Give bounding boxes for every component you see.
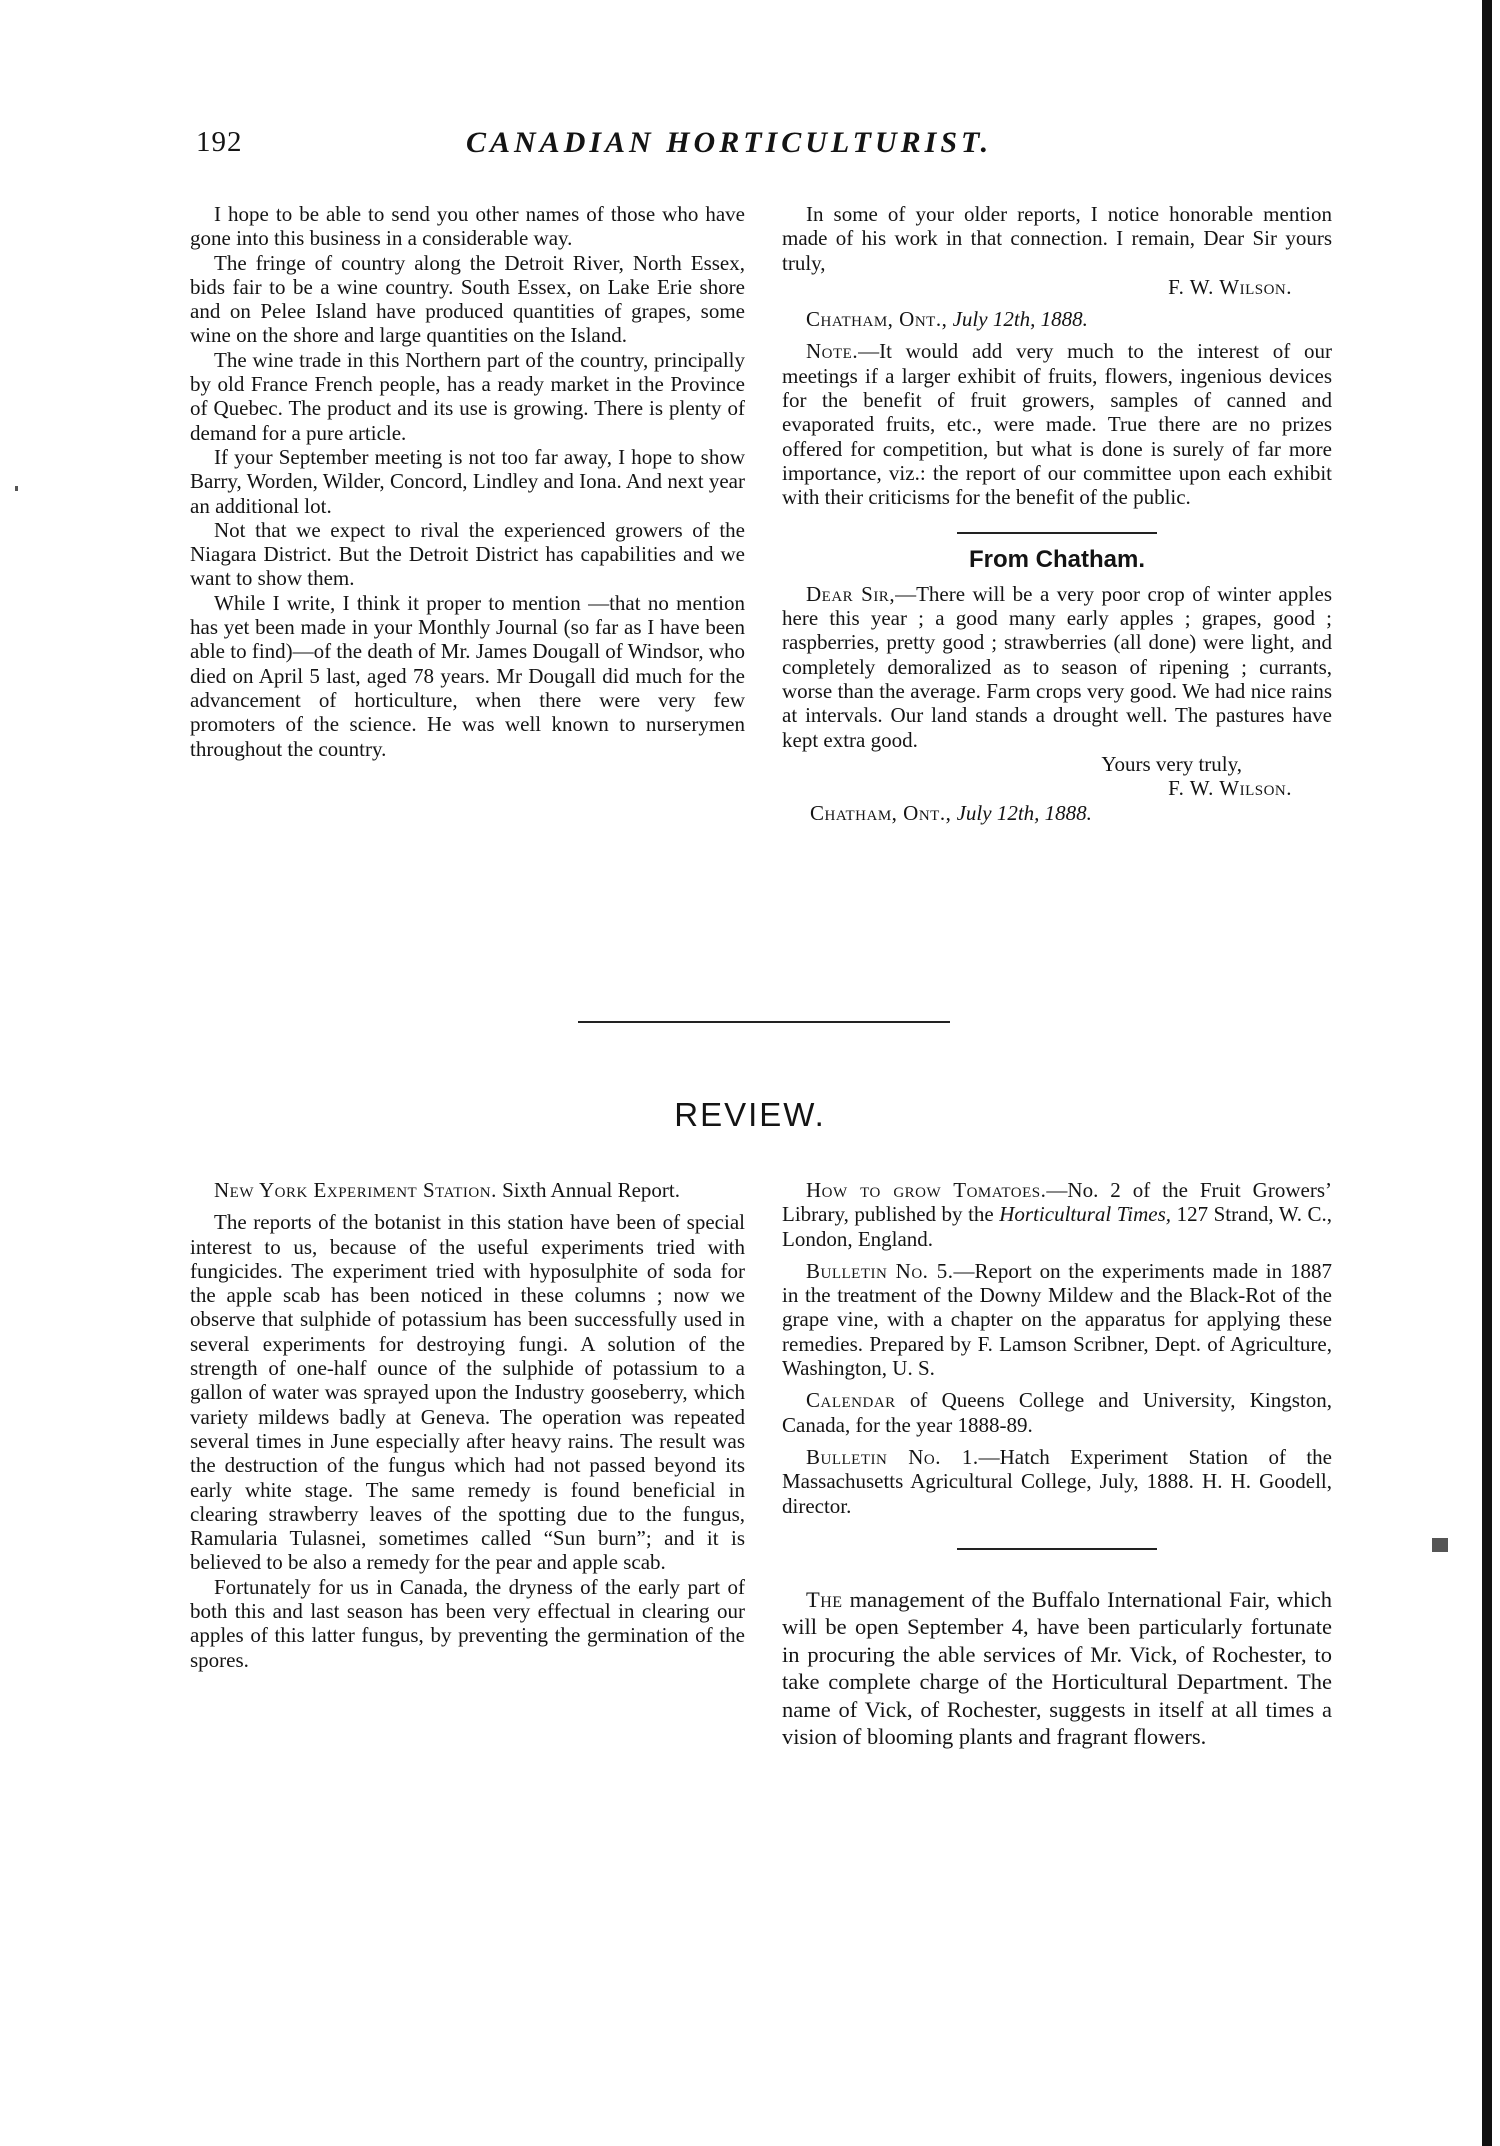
section-divider (578, 1021, 950, 1023)
closing: Yours very truly, (1101, 751, 1242, 776)
paragraph: If your September meeting is not too far away, I hope to show Barry, Worden, Wilder, Concord, Lindley and Iona. And next year an additional lot. (190, 444, 745, 518)
note-paragraph (782, 339, 1332, 509)
from-chatham-heading: From Chatham. (968, 545, 1145, 573)
paragraph: Fortunately for us in Canada, the dryness of the early part of both this and last season has been very effectual in clearing our apples of this latter fungus, by preventing the germination of the spores. (190, 1574, 745, 1672)
item-title: Bulletin No. 5. (806, 1258, 954, 1283)
item-title: Bulletin No. 1. (806, 1444, 979, 1469)
chatham-letter (782, 582, 1332, 752)
section-rule (957, 532, 1157, 534)
section-rule (957, 1548, 1157, 1550)
item-text: —Hatch Experiment Station of the Massachusetts Agricultural College, July, 1888. H. H. Goodell, director. (782, 1444, 1332, 1518)
paragraph: While I write, I think it proper to mention —that no mention has yet been made in your Monthly Journal (so far as I have been able to find)—of the death of Mr. James Dougall of Windsor, who died on April 5 last, aged 78 years. Mr Dougall did much for the advancement of horticulture, when there were very few promoters of the science. He was well known to nurserymen throughout the country. (190, 590, 745, 761)
date: July 12th, 1888. (956, 800, 1092, 825)
top-right-column (782, 202, 1332, 825)
review-item (782, 1445, 1332, 1518)
scan-speck (15, 486, 18, 491)
item-title: The (806, 1586, 843, 1612)
date: July 12th, 1888. (952, 307, 1088, 332)
place: Chatham, Ont., (810, 800, 952, 825)
signature-wilson: F. W. Wilson. (1168, 776, 1292, 801)
dateline-chatham (782, 801, 1332, 825)
review-heading: REVIEW. (674, 1096, 826, 1133)
item-title: How to grow Tomatoes. (806, 1178, 1047, 1202)
report-name: Sixth Annual Report. (496, 1178, 681, 1202)
paragraph: The wine trade in this Northern part of the country, principally by old France French people, has a ready market in the Province of Quebec. The product and its use is growing. There is plenty of demand for a pure article. (190, 347, 745, 445)
signature-askin: F. W. Wilson. (1168, 274, 1292, 299)
review-item (782, 1388, 1332, 1437)
dateline-walkerville (782, 307, 1332, 331)
letter-body: —There will be a very poor crop of winter apples here this year ; a good many early apples ; grapes, good ; raspberries, pretty good ; strawberries (all done) were light, and completely demoralized as to season of ripening ; currants, worse than the average. Farm crops very good. We had nice rains at intervals. Our land stands a drought well. The pastures have kept extra good. (782, 581, 1332, 752)
review-item (782, 1178, 1332, 1251)
place: Chatham, Ont., (806, 307, 948, 332)
item-text: of Queens College and University, Kingston, Canada, for the year 1888-89. (782, 1388, 1332, 1437)
review-right-column (782, 1178, 1332, 1751)
paragraph: In some of your older reports, I notice honorable mention made of his work in that connection. I remain, Dear Sir yours truly, (782, 202, 1332, 275)
page-header (196, 126, 1346, 172)
scan-binding-edge (1482, 0, 1492, 2146)
review-left-column (190, 1178, 745, 1672)
item-text: —No. 2 of the Fruit Growers’ Library, published by the (782, 1178, 1332, 1227)
page-number: 192 (196, 126, 243, 158)
top-left-column (190, 202, 745, 761)
scan-speck (1432, 1538, 1448, 1552)
item-title: Calendar (806, 1388, 896, 1413)
salutation: Dear Sir, (806, 581, 896, 606)
review-item (782, 1259, 1332, 1380)
review-title (190, 1178, 745, 1202)
note-label: Note. (806, 339, 859, 364)
item-text: —Report on the experiments made in 1887 in the treatment of the Downy Mildew and the Black-Rot of the grape vine, with a chapter on the apparatus for applying these remedies. Prepared by F. Lamson Scribner, Dept. of Agriculture, Washington, U. S. (782, 1258, 1332, 1381)
item-text: 127 Strand, W. C., London, England. (782, 1202, 1332, 1251)
paragraph: The fringe of country along the Detroit River, North Essex, bids fair to be a wine country. South Essex, on Lake Erie shore and on Pelee Island have produced quantities of grapes, some wine on the shore and large quantities on the Island. (190, 250, 745, 348)
item-publication: Horticultural Times, (999, 1202, 1172, 1227)
note-text: —It would add very much to the interest of our meetings if a larger exhibit of fruits, flowers, ingenious devices for the benefit of fruit growers, samples of canned and evaporated fruits, etc., were made. True there are no prizes offered for competition, but what is done is surely of far more importance, viz.: the report of our committee upon each exhibit with their criticisms for the benefit of the public. (782, 339, 1332, 510)
paragraph: The reports of the botanist in this station have been of special interest to us, because of the useful experiments tried with fungicides. The experiment tried with hyposulphite of soda for the apple scab has been noticed in these columns ; now we observe that sulphide of potassium has been successfully used in several experiments for destroying fungi. A solution of the strength of one-half ounce of the sulphide of potassium to a gallon of water was sprayed upon the Industry gooseberry, which variety mildews badly at Geneva. The operation was repeated several times in June especially after heavy rains. The result was the destruction of the fungus which had not passed beyond its early white stage. The same remedy is found beneficial in clearing strawberry leaves of the spotting due to the fungus, Ramularia Tulasnei, sometimes called “Sun burn”; and it is believed to be also a remedy for the pear and apple scab. (190, 1210, 745, 1575)
station-name: New York Experiment Station. (214, 1178, 497, 1202)
paragraph: Not that we expect to rival the experienced growers of the Niagara District. But the Detroit District has capabilities and we want to show them. (190, 517, 745, 591)
paragraph: I hope to be able to send you other names of those who have gone into this business in a considerable way. (190, 202, 745, 251)
review-item (782, 1586, 1332, 1751)
item-text: management of the Buffalo International Fair, which will be open September 4, have been particularly fortunate in procuring the able services of Mr. Vick, of Rochester, to take complete charge of the Horticultural Department. The name of Vick, of Rochester, suggests in itself at all times a vision of blooming plants and fragrant flowers. (782, 1586, 1332, 1750)
running-title: CANADIAN HORTICULTURIST. (466, 126, 993, 159)
